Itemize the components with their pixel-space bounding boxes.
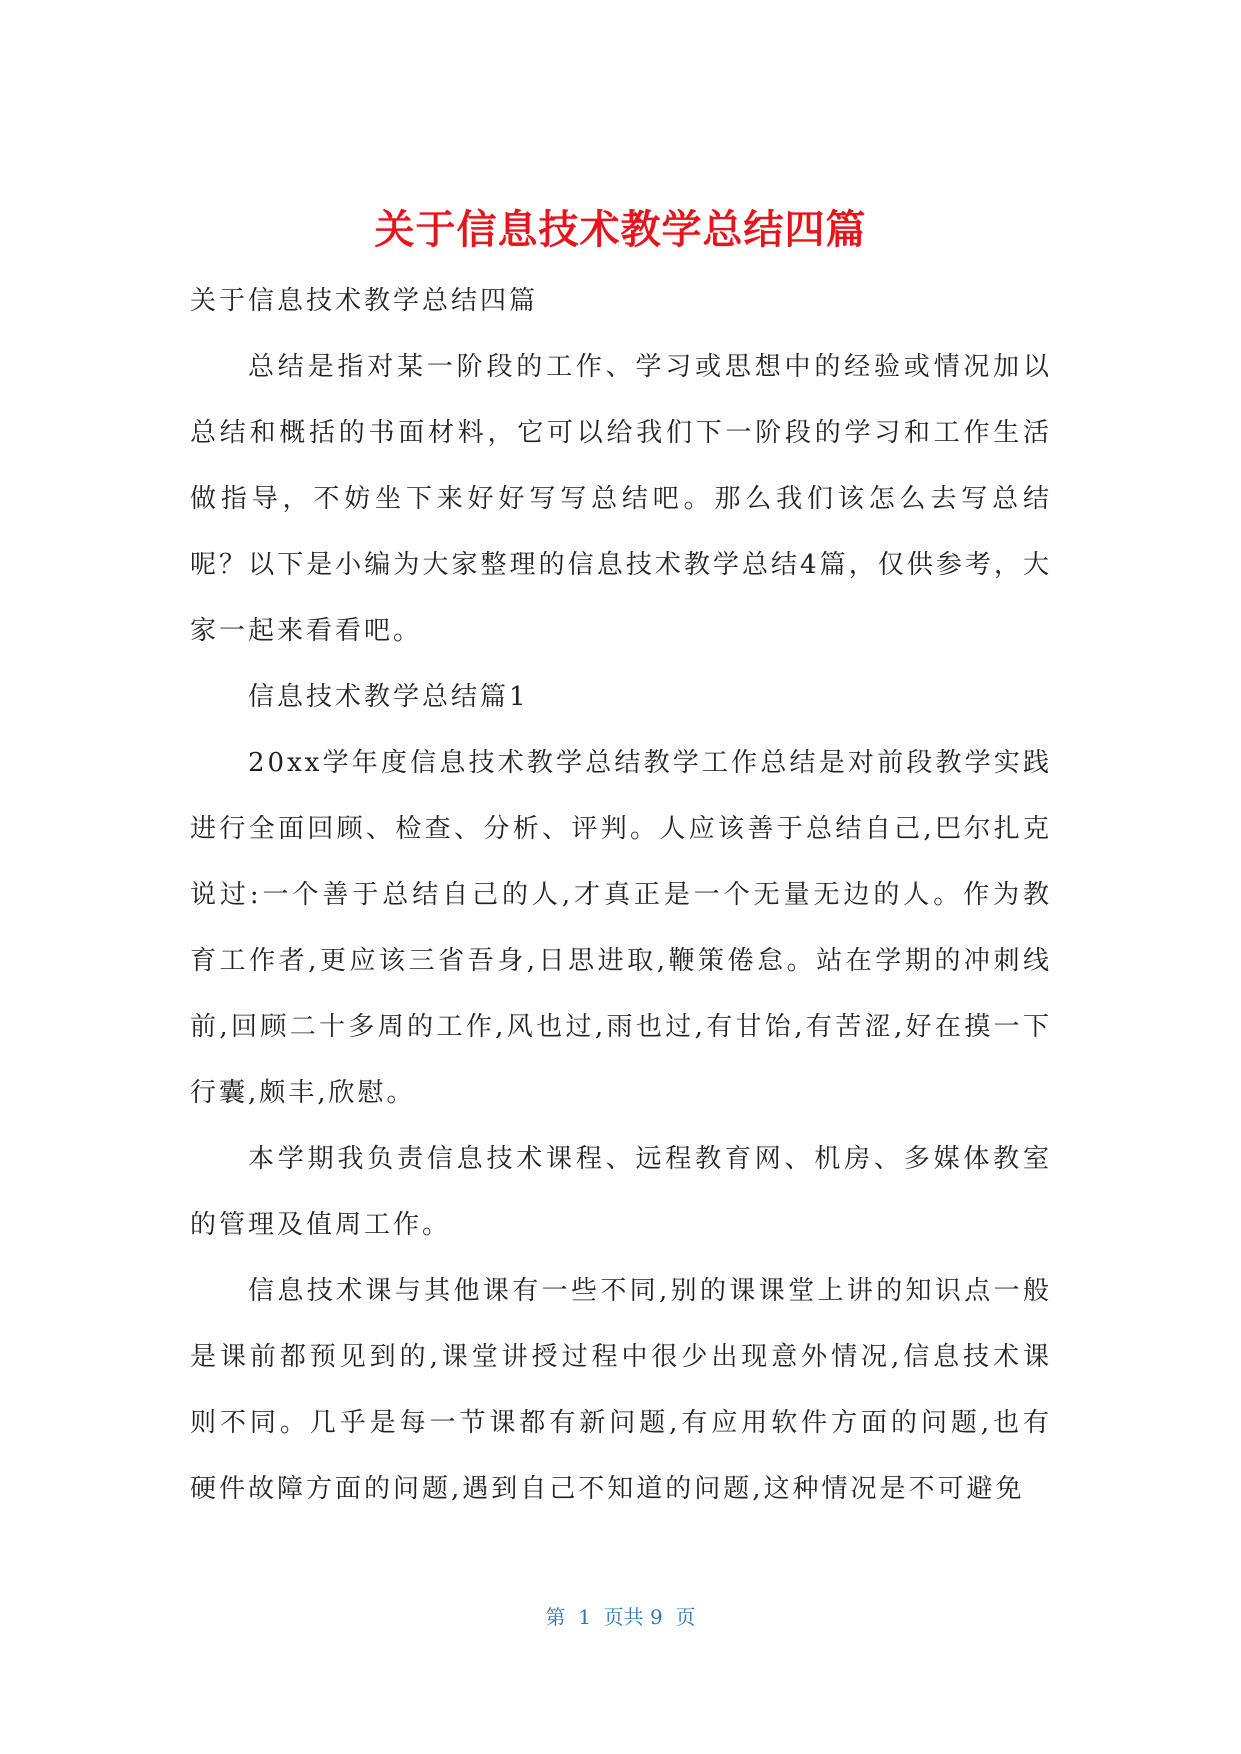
- section-heading: 信息技术教学总结篇1: [248, 682, 529, 712]
- paragraph-intro: 总结是指对某一阶段的工作、学习或思想中的经验或情况加以总结和概括的书面材料，它可以给我们下一阶段的学习和工作生活做指导，不妨坐下来好好写写总结吧。那么我们该怎么去写总结呢？以下是小编为大家整理的信息技术教学总结4篇，仅供参考，大家一起来看看吧。: [190, 352, 1052, 646]
- document-title: 关于信息技术教学总结四篇: [374, 207, 867, 253]
- document-body: [190, 268, 1052, 1522]
- paragraph: 信息技术课与其他课有一些不同,别的课课堂上讲的知识点一般是课前都预见到的,课堂讲授过程中很少出现意外情况,信息技术课则不同。几乎是每一节课都有新问题,有应用软件方面的问题,也有硬件故障方面的问题,遇到自己不知道的问题,这种情况是不可避免: [190, 1276, 1052, 1504]
- document-subtitle: 关于信息技术教学总结四篇: [190, 286, 539, 316]
- paragraph: 本学期我负责信息技术课程、远程教育网、机房、多媒体教室的管理及值周工作。: [190, 1144, 1052, 1240]
- page-number-footer: 第 1 页共 9 页: [545, 1605, 696, 1629]
- paragraph: 20xx学年度信息技术教学总结教学工作总结是对前段教学实践进行全面回顾、检查、分析、评判。人应该善于总结自己,巴尔扎克说过:一个善于总结自己的人,才真正是一个无量无边的人。作为教育工作者,更应该三省吾身,日思进取,鞭策倦怠。站在学期的冲刺线前,回顾二十多周的工作,风也过,雨也过,有甘饴,有苦涩,好在摸一下行囊,颇丰,欣慰。: [190, 748, 1052, 1108]
